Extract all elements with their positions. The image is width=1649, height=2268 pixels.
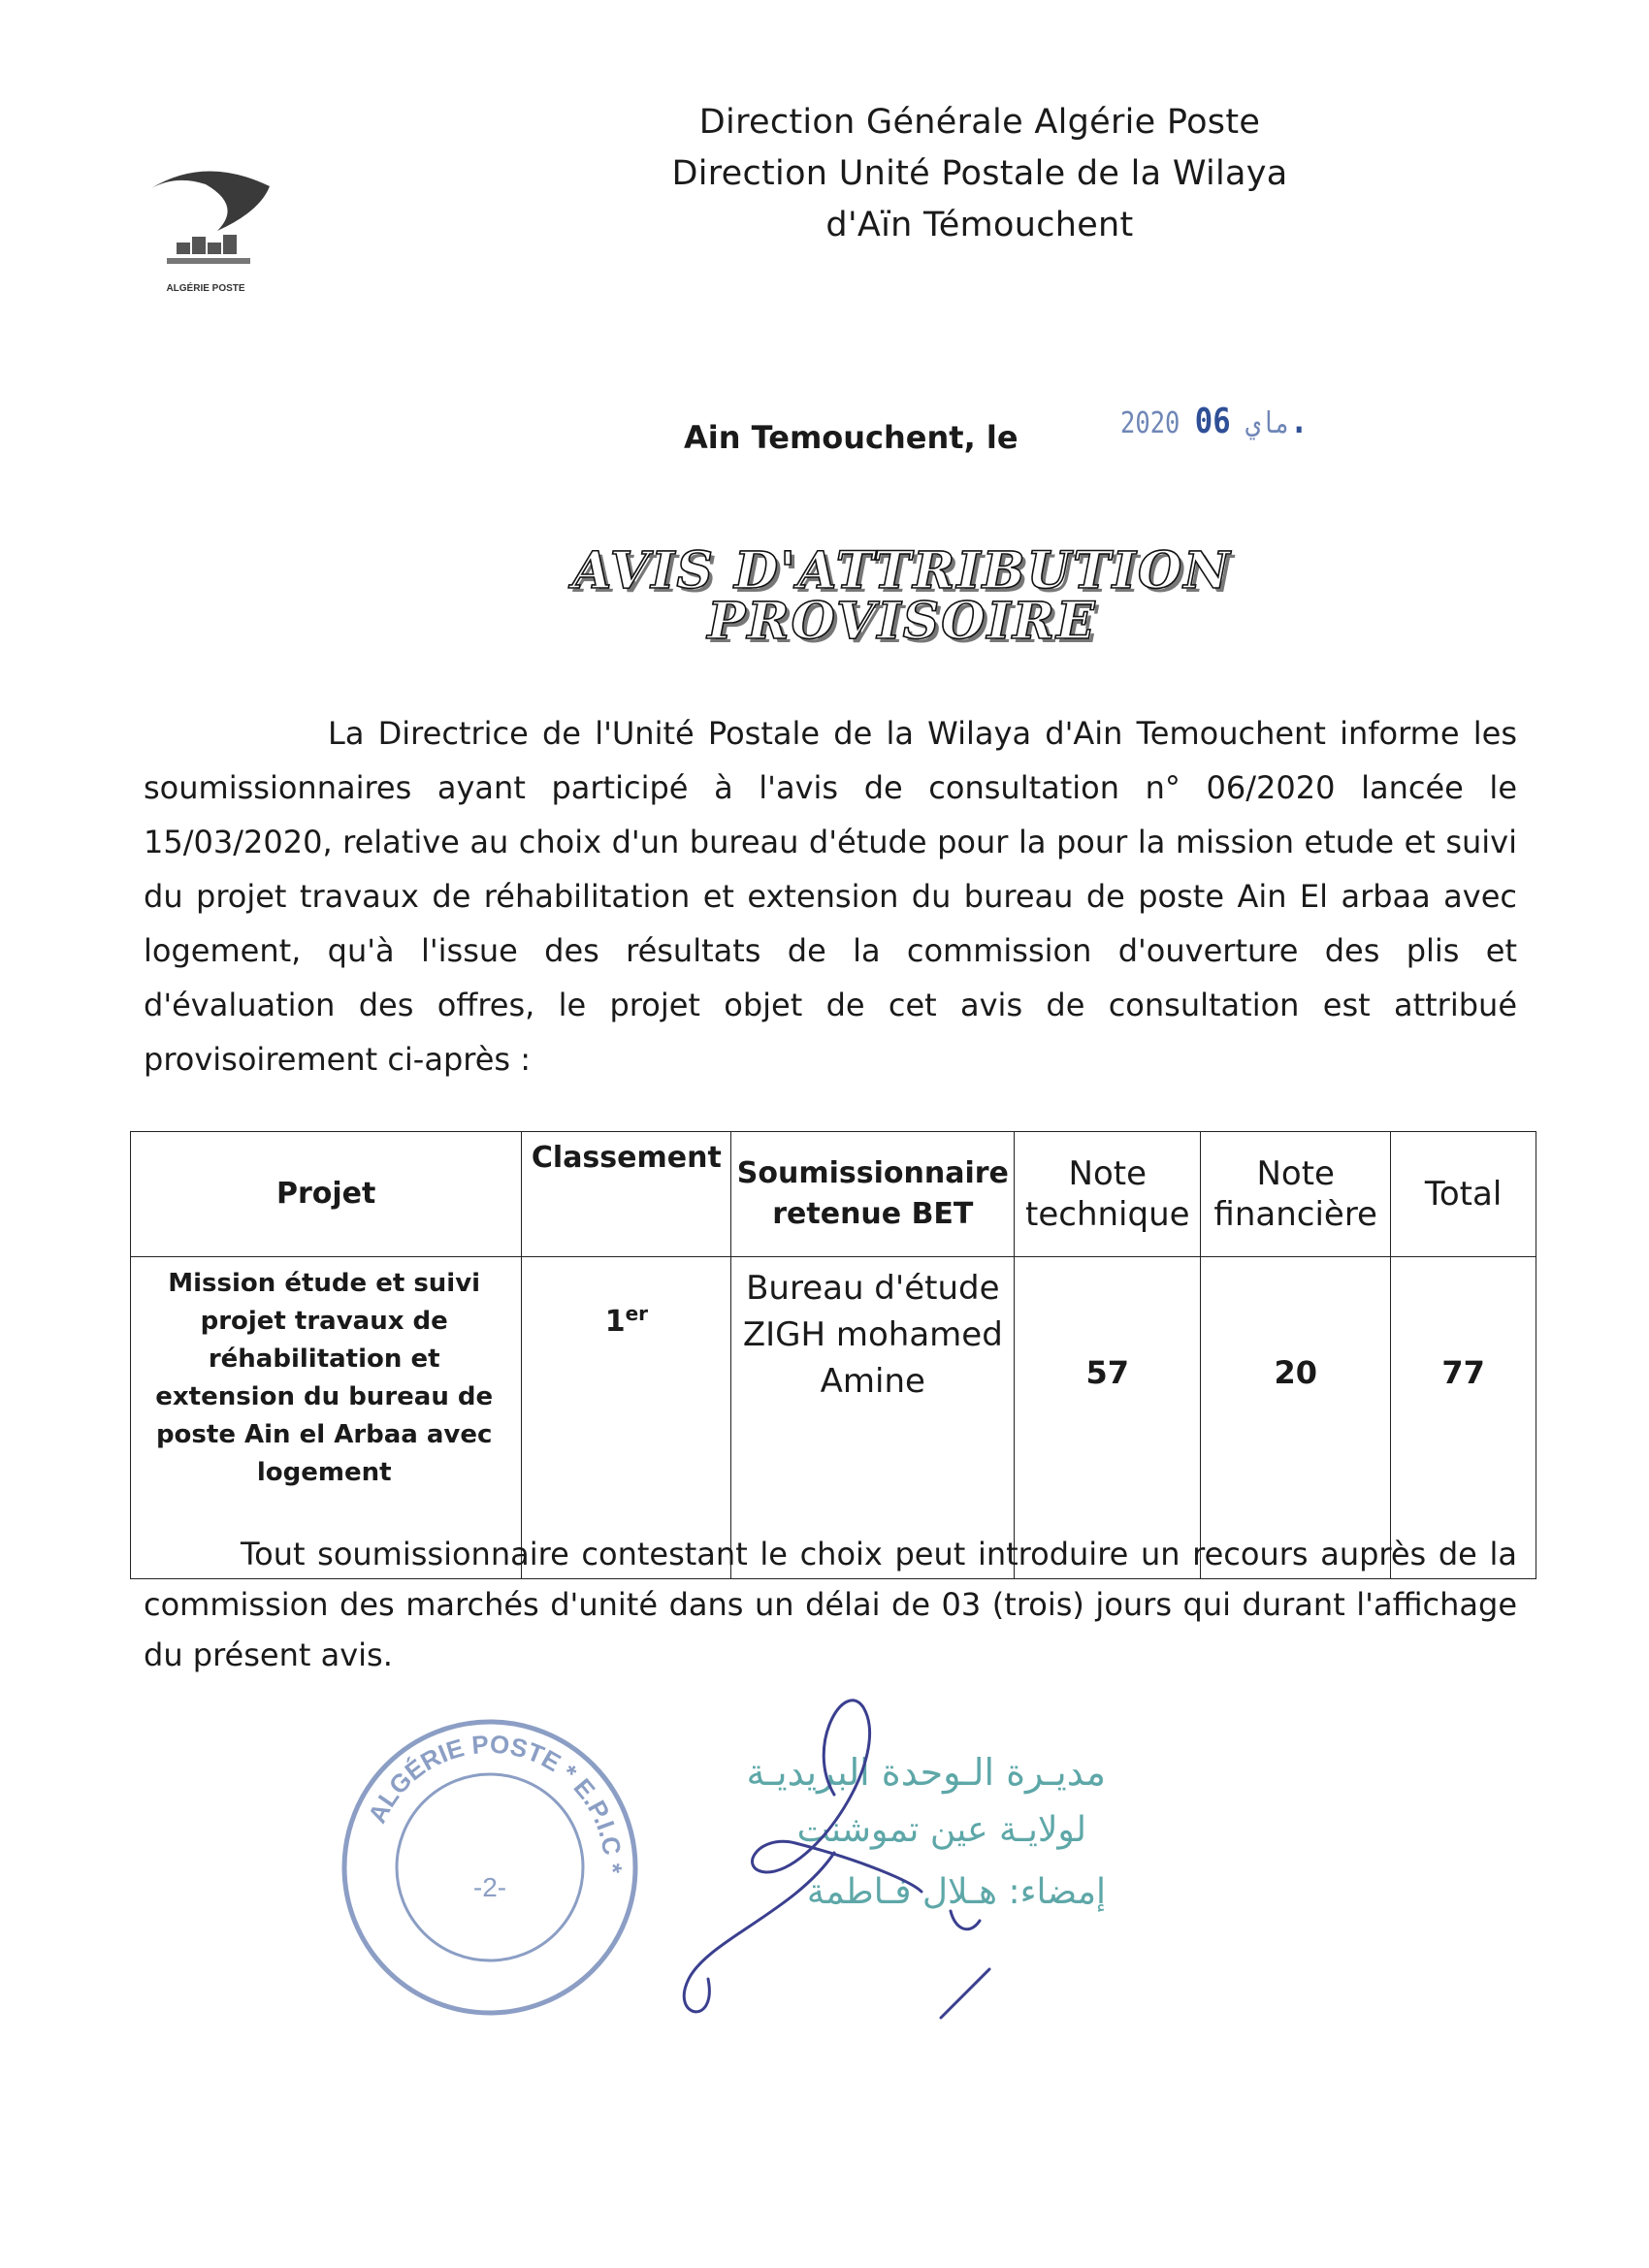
rank-suffix: er: [625, 1302, 648, 1325]
header-note-financiere: Note financière: [1201, 1132, 1391, 1257]
cell-note-technique: 57: [1015, 1257, 1201, 1579]
official-round-stamp: [335, 1712, 645, 2023]
stamp-text: ALGÉRIE POSTE * E.P.I.C *: [362, 1729, 629, 1874]
handwritten-signature: [684, 1701, 989, 2018]
date-stamp-day: 06.: [1194, 402, 1309, 441]
signature-line-1: مديـرة الـوحدة البريديـة: [746, 1751, 1106, 1794]
document-title: [466, 541, 1339, 651]
logo-caption: ALGÉRIE POSTE: [166, 283, 245, 294]
place-date-label: Ain Temouchent, le: [684, 419, 1018, 456]
title-line-1: AVIS D'ATTRIBUTION: [572, 541, 1232, 600]
signature-line-3: إمضاء: هـلال فـاطمة: [806, 1872, 1106, 1912]
cell-note-financiere: 20: [1201, 1257, 1391, 1579]
header-line-3: d'Aïn Témouchent: [825, 206, 1134, 244]
header-line-1: Direction Générale Algérie Poste: [698, 103, 1261, 142]
cell-total: 77: [1391, 1257, 1536, 1579]
title-line-2: PROVISOIRE: [707, 592, 1097, 651]
results-table: [130, 1131, 1536, 1579]
cell-bet: Bureau d'étude ZIGH mohamed Amine: [731, 1257, 1015, 1579]
header-line-2: Direction Unité Postale de la Wilaya: [671, 154, 1288, 193]
intro-paragraph: La Directrice de l'Unité Postale de la Wilaya d'Ain Temouchent informe les soumissionnaires ayant participé à l'avis de consultation n° 06/2020 lancée le 15/03/2020, relative au choix d'un bureau d'étude pour la pour la mission etude et suivi du projet travaux de réhabilitation et extension du bureau de poste Ain El arbaa avec logement, qu'à l'issue des résultats de la commission d'ouverture des plis et d'évaluation des offres, le projet objet de cet avis de consultation est attribué provisoirement ci-après :: [144, 715, 1517, 1078]
rank-number: 1: [604, 1305, 626, 1339]
table-header-row: [131, 1132, 1536, 1257]
closing-paragraph: Tout soumissionnaire contestant le choix peut introduire un recours auprès de la commission des marchés d'unité dans un délai de 03 (trois) jours qui durant l'affichage du présent avis.: [144, 1536, 1517, 1673]
header-soumissionnaire: Soumissionnaire retenue BET: [731, 1132, 1015, 1257]
signature-block: [679, 1688, 1145, 2057]
date-stamp-year: 2020: [1120, 406, 1180, 440]
signature-line-2: لولايـة عين تموشنت: [796, 1810, 1086, 1850]
header-block: [543, 97, 1416, 251]
header-projet: Projet: [131, 1132, 522, 1257]
header-note-technique: Note technique: [1015, 1132, 1201, 1257]
algerie-poste-logo: [138, 155, 274, 301]
cell-projet: Mission étude et suivi projet travaux de réhabilitation et extension du bureau de poste Ain el Arbaa avec logement: [131, 1257, 522, 1579]
header-total: Total: [1391, 1132, 1536, 1257]
date-stamp-month: ماي: [1245, 406, 1291, 440]
date-stamp: [1120, 402, 1308, 441]
stamp-center: -2-: [472, 1872, 507, 1902]
header-classement: Classement: [522, 1132, 731, 1257]
